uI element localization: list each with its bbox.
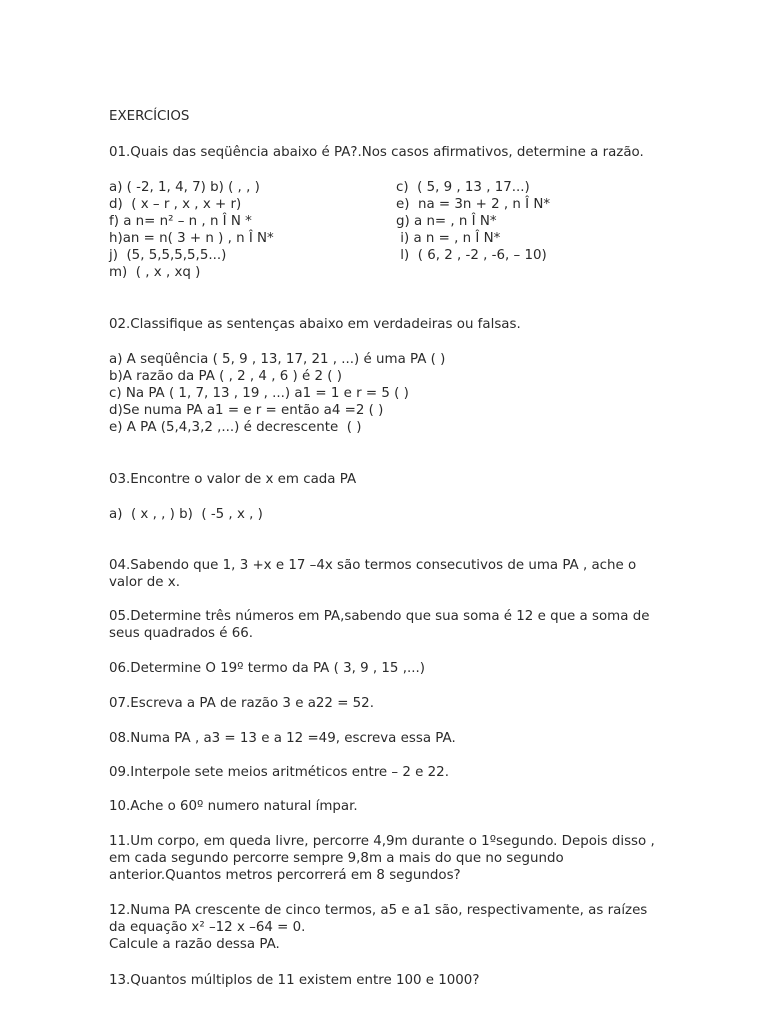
question-12-line: Calcule a razão dessa PA.	[109, 937, 280, 952]
option-left: j) (5, 5,5,5,5,5...)	[109, 248, 227, 263]
question-08: 08.Numa PA , a3 = 13 e a 12 =49, escreva essa PA.	[109, 731, 456, 746]
question-05	[109, 608, 649, 642]
question-12-line: 12.Numa PA crescente de cinco termos, a5 e a1 são, respectivamente, as raízes	[109, 903, 648, 918]
question-12-line: da equação x² –12 x –64 = 0.	[109, 920, 306, 935]
option-row	[109, 230, 749, 247]
list-item: d)Se numa PA a1 = e r = então a4 =2 ( )	[109, 403, 384, 418]
option-left: m) ( , x , xq )	[109, 265, 201, 280]
question-01-options	[109, 179, 749, 281]
option-right: e) na = 3n + 2 , n Î N*	[396, 197, 551, 212]
question-11-line: 11.Um corpo, em queda livre, percorre 4,9m durante o 1ºsegundo. Depois disso ,	[109, 834, 655, 849]
question-11-line: em cada segundo percorre sempre 9,8m a mais do que no segundo	[109, 851, 564, 866]
question-04	[109, 557, 636, 591]
option-row	[109, 247, 749, 264]
question-03-heading: 03.Encontre o valor de x em cada PA	[109, 472, 357, 487]
document-title: EXERCÍCIOS	[109, 109, 190, 124]
option-left: d) ( x – r , x , x + r)	[109, 197, 242, 212]
question-04-line: 04.Sabendo que 1, 3 +x e 17 –4x são termos consecutivos de uma PA , ache o	[109, 558, 637, 573]
question-05-line: 05.Determine três números em PA,sabendo que sua soma é 12 e que a soma de	[109, 609, 650, 624]
question-05-line: seus quadrados é 66.	[109, 626, 254, 641]
question-11-line: anterior.Quantos metros percorrerá em 8 segundos?	[109, 868, 461, 883]
question-01-heading: 01.Quais das seqüência abaixo é PA?.Nos casos afirmativos, determine a razão.	[109, 145, 644, 160]
option-right: g) a n= , n Î N*	[396, 214, 497, 229]
list-item: e) A PA (5,4,3,2 ,...) é decrescente ( )	[109, 420, 362, 435]
list-item: c) Na PA ( 1, 7, 13 , 19 , ...) a1 = 1 e r = 5 ( )	[109, 386, 409, 401]
question-03-items: a) ( x , , ) b) ( -5 , x , )	[109, 507, 263, 522]
option-left: a) ( -2, 1, 4, 7) b) ( , , )	[109, 180, 260, 195]
option-right: i) a n = , n Î N*	[396, 231, 501, 246]
option-row	[109, 179, 749, 196]
question-07: 07.Escreva a PA de razão 3 e a22 = 52.	[109, 696, 374, 711]
question-11	[109, 833, 655, 884]
option-row	[109, 213, 749, 230]
option-left: f) a n= n² – n , n Î N *	[109, 214, 252, 229]
question-04-line: valor de x.	[109, 575, 180, 590]
list-item: b)A razão da PA ( , 2 , 4 , 6 ) é 2 ( )	[109, 369, 342, 384]
question-13: 13.Quantos múltiplos de 11 existem entre 100 e 1000?	[109, 973, 480, 988]
question-12	[109, 902, 647, 953]
list-item: a) A seqüência ( 5, 9 , 13, 17, 21 , ...) é uma PA ( )	[109, 352, 446, 367]
question-09: 09.Interpole sete meios aritméticos entre – 2 e 22.	[109, 765, 449, 780]
option-right: c) ( 5, 9 , 13 , 17...)	[396, 180, 530, 195]
question-10: 10.Ache o 60º numero natural ímpar.	[109, 799, 358, 814]
option-right: l) ( 6, 2 , -2 , -6, – 10)	[396, 248, 547, 263]
question-06: 06.Determine O 19º termo da PA ( 3, 9 , 15 ,...)	[109, 661, 425, 676]
question-02-items	[109, 351, 445, 436]
question-02-heading: 02.Classifique as sentenças abaixo em verdadeiras ou falsas.	[109, 317, 521, 332]
option-row	[109, 264, 749, 281]
option-left: h)an = n( 3 + n ) , n Î N*	[109, 231, 274, 246]
option-row	[109, 196, 749, 213]
